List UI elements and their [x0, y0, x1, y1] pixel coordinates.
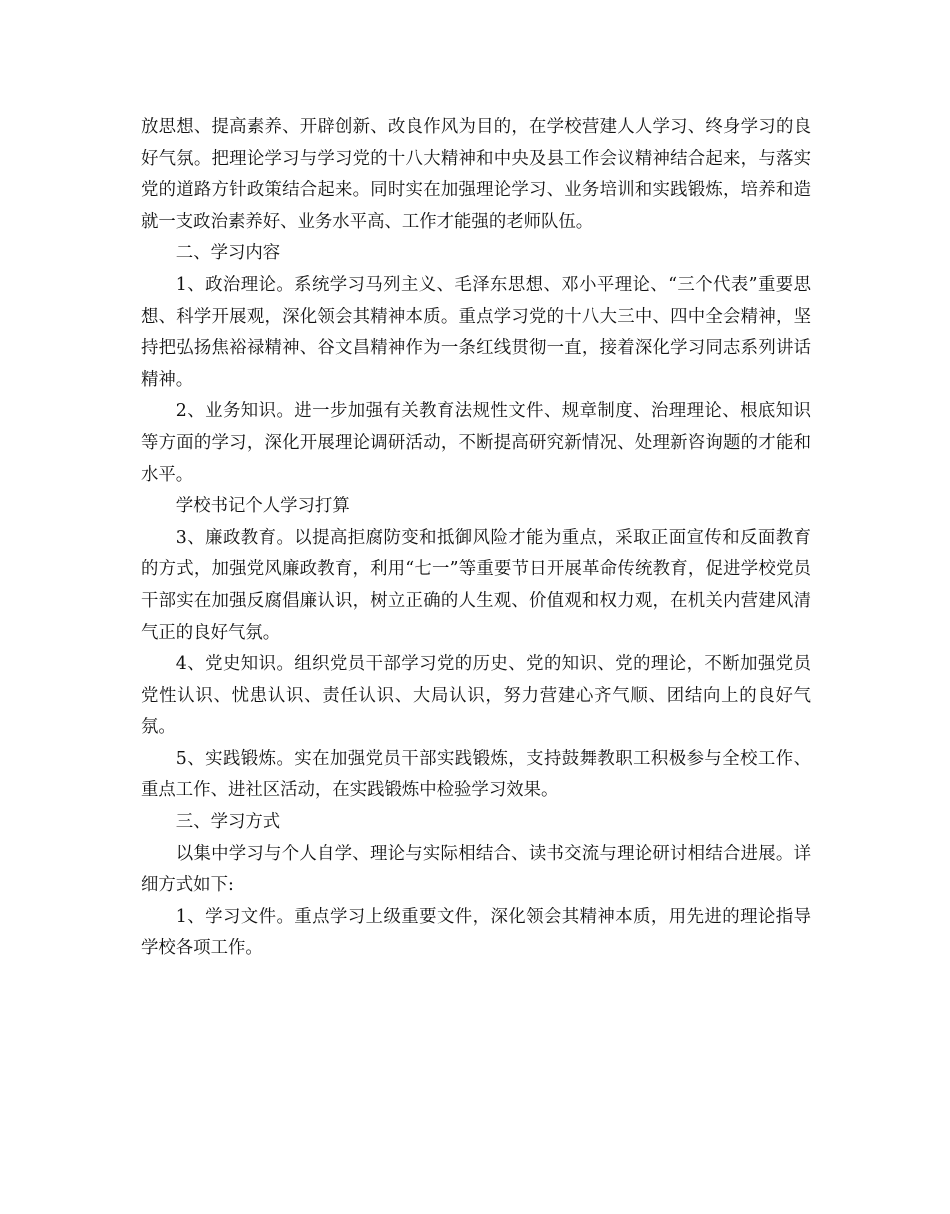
text-line: 党员党性认识、忧患认识、责任认识、大局认识，努力营建心齐气顺、团结向上的: [141, 654, 811, 706]
text-line: 知识等方面的学习，深化开展理论调研活动，不断提高研究新情况、处理新咨询题: [141, 401, 811, 453]
text-line: 会精神，坚持把弘扬焦裕禄精神、谷文昌精神作为一条红线贯彻一直，接着深化学: [141, 306, 811, 359]
text-line: 重要思想、科学开展观，深化领会其精神本质。重点学习党的十八大三中、四中全: [141, 274, 811, 327]
paragraph-intro-continued: [141, 112, 811, 238]
text-line: 的良好气氛。把理论学习与学习党的十八大精神和中央及县工作会议精神结合起来，: [141, 117, 811, 169]
text-line: 5、实践锻炼。实在加强党员干部实践锻炼，支持鼓舞教职工积极参与全校工: [175, 748, 776, 769]
text-line: 详细方式如下:: [141, 843, 811, 896]
text-line: 以集中学习与个人自学、理论与实际相结合、读书交流与理论研讨相结合进展。: [175, 843, 794, 864]
text-line: 教育的方式，加强党风廉政教育，利用“七一”等重要节日开展革命传统教育，促: [141, 527, 811, 580]
text-line: 学校书记个人学习打算: [175, 496, 350, 517]
paragraph-business-knowledge: [141, 396, 811, 491]
text-line: 指导学校各项工作。: [141, 906, 811, 959]
text-line: 3、廉政教育。以提高拒腐防变和抵御风险才能为重点，采取正面宣传和反面: [175, 527, 776, 548]
paragraph-methods-intro: [141, 839, 811, 902]
text-line: 与落实党的道路方针政策结合起来。同时实在加强理论学习、业务培训和实践锻炼，: [141, 148, 811, 201]
text-line: 二、学习内容: [175, 243, 281, 264]
text-line: 放思想、提高素养、开辟创新、改良作风为目的，在学校营建人人学习、终身学习: [141, 117, 776, 137]
section-heading-study-methods: [141, 807, 811, 839]
text-line: 的才能和水平。: [141, 432, 811, 485]
text-line: 培养和造就一支政治素养好、业务水平高、工作才能强的老师队伍。: [141, 180, 811, 232]
text-line: 2、业务知识。进一步加强有关教育法规性文件、规章制度、治理理论、根底: [175, 401, 776, 422]
paragraph-party-history: [141, 649, 811, 744]
text-line: 习同志系列讲话精神。: [141, 338, 811, 390]
text-line: 1、学习文件。重点学习上级重要文件，深化领会其精神本质，用先进的理论: [175, 906, 776, 927]
document-body: [141, 112, 811, 965]
paragraph-political-theory: [141, 270, 811, 396]
text-line: 良好气氛。: [141, 685, 811, 738]
paragraph-inserted-title: [141, 491, 811, 523]
text-line: 1、政治理论。系统学习马列主义、毛泽东思想、邓小平理论、“三个代表”: [175, 274, 758, 295]
text-line: 4、党史知识。组织党员干部学习党的历史、党的知识、党的理论，不断加强: [175, 654, 776, 675]
section-heading-study-content: [141, 238, 811, 270]
paragraph-integrity-education: [141, 523, 811, 649]
text-line: 作、重点工作、进社区活动，在实践锻炼中检验学习效果。: [141, 748, 811, 801]
text-line: 进学校党员干部实在加强反腐倡廉认识，树立正确的人生观、价值观和权力观，在: [141, 559, 811, 611]
text-line: 三、学习方式: [175, 812, 281, 833]
paragraph-study-documents: [141, 902, 811, 965]
paragraph-practice-training: [141, 744, 811, 807]
text-line: 机关内营建风清气正的良好气氛。: [141, 590, 811, 643]
